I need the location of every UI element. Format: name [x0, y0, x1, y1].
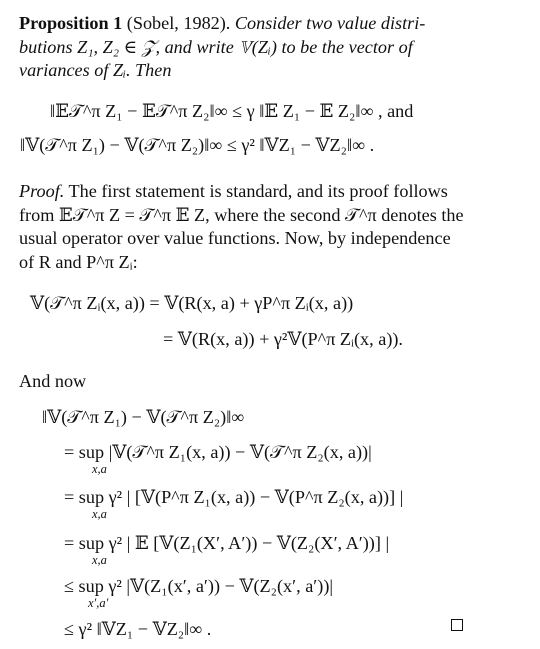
proposition-line-1	[19, 12, 519, 36]
variance-equation-row-2: = 𝕍(R(x, a)) + γ²𝕍(P^π Zᵢ(x, a)).	[163, 329, 403, 349]
proof-line-1	[19, 180, 519, 204]
proposition-paragraph	[19, 12, 519, 83]
chain-row-2: = sup γ² | [𝕍(P^π Z₁(x, a)) − 𝕍(P^π Z₂(x, a))] |	[64, 487, 404, 507]
statement-equation-1: ‖𝔼𝒯^π Z₁ − 𝔼𝒯^π Z₂‖∞ ≤ γ ‖𝔼 Z₁ − 𝔼 Z₂‖∞ , and	[50, 101, 414, 121]
chain-row-0: ‖𝕍(𝒯^π Z₁) − 𝕍(𝒯^π Z₂)‖∞	[42, 407, 245, 427]
variance-equation-row-1: 𝕍(𝒯^π Zᵢ(x, a)) = 𝕍(R(x, a) + γP^π Zᵢ(x, a))	[30, 293, 354, 313]
and-now-text: And now	[19, 371, 87, 391]
proof-line-3: usual operator over value functions. Now, by independence	[19, 228, 451, 248]
chain-row-4-subscript: x′,a′	[88, 596, 109, 610]
qed-square-icon	[451, 619, 463, 631]
statement-equation-2: ‖𝕍(𝒯^π Z₁) − 𝕍(𝒯^π Z₂)‖∞ ≤ γ² ‖𝕍Z₁ − 𝕍Z₂‖∞ .	[20, 135, 375, 155]
proof-label: Proof.	[19, 181, 65, 201]
proof-paragraph	[19, 180, 519, 274]
proposition-line-2: butions Z₁, Z₂ ∈ 𝒵, and write 𝕍(Zᵢ) to be the vector of	[19, 36, 413, 57]
chain-row-1-subscript: x,a	[92, 462, 107, 476]
proof-text-1: The first statement is standard, and its proof follows	[68, 181, 448, 201]
proof-line-4: of R and P^π Zᵢ:	[19, 251, 138, 272]
chain-row-1: = sup |𝕍(𝒯^π Z₁(x, a)) − 𝕍(𝒯^π Z₂(x, a))|	[64, 442, 372, 462]
proposition-label: Proposition 1	[19, 13, 123, 33]
proposition-text-1: Consider two value distri-	[234, 13, 426, 33]
proposition-citation: (Sobel, 1982).	[126, 13, 231, 33]
chain-row-3-subscript: x,a	[92, 553, 107, 567]
chain-row-3: = sup γ² | 𝔼 [𝕍(Z₁(X′, A′)) − 𝕍(Z₂(X′, A′))] |	[64, 533, 390, 553]
proof-line-2: from 𝔼𝒯^π Z = 𝒯^π 𝔼 Z, where the second 𝒯^π denotes the	[19, 204, 464, 225]
chain-row-5: ≤ γ² ‖𝕍Z₁ − 𝕍Z₂‖∞ .	[64, 619, 212, 639]
proposition-line-3: variances of Zᵢ. Then	[19, 60, 172, 80]
chain-row-4: ≤ sup γ² |𝕍(Z₁(x′, a′)) − 𝕍(Z₂(x′, a′))|	[64, 576, 334, 596]
and-now-paragraph	[19, 370, 519, 394]
chain-row-2-subscript: x,a	[92, 507, 107, 521]
